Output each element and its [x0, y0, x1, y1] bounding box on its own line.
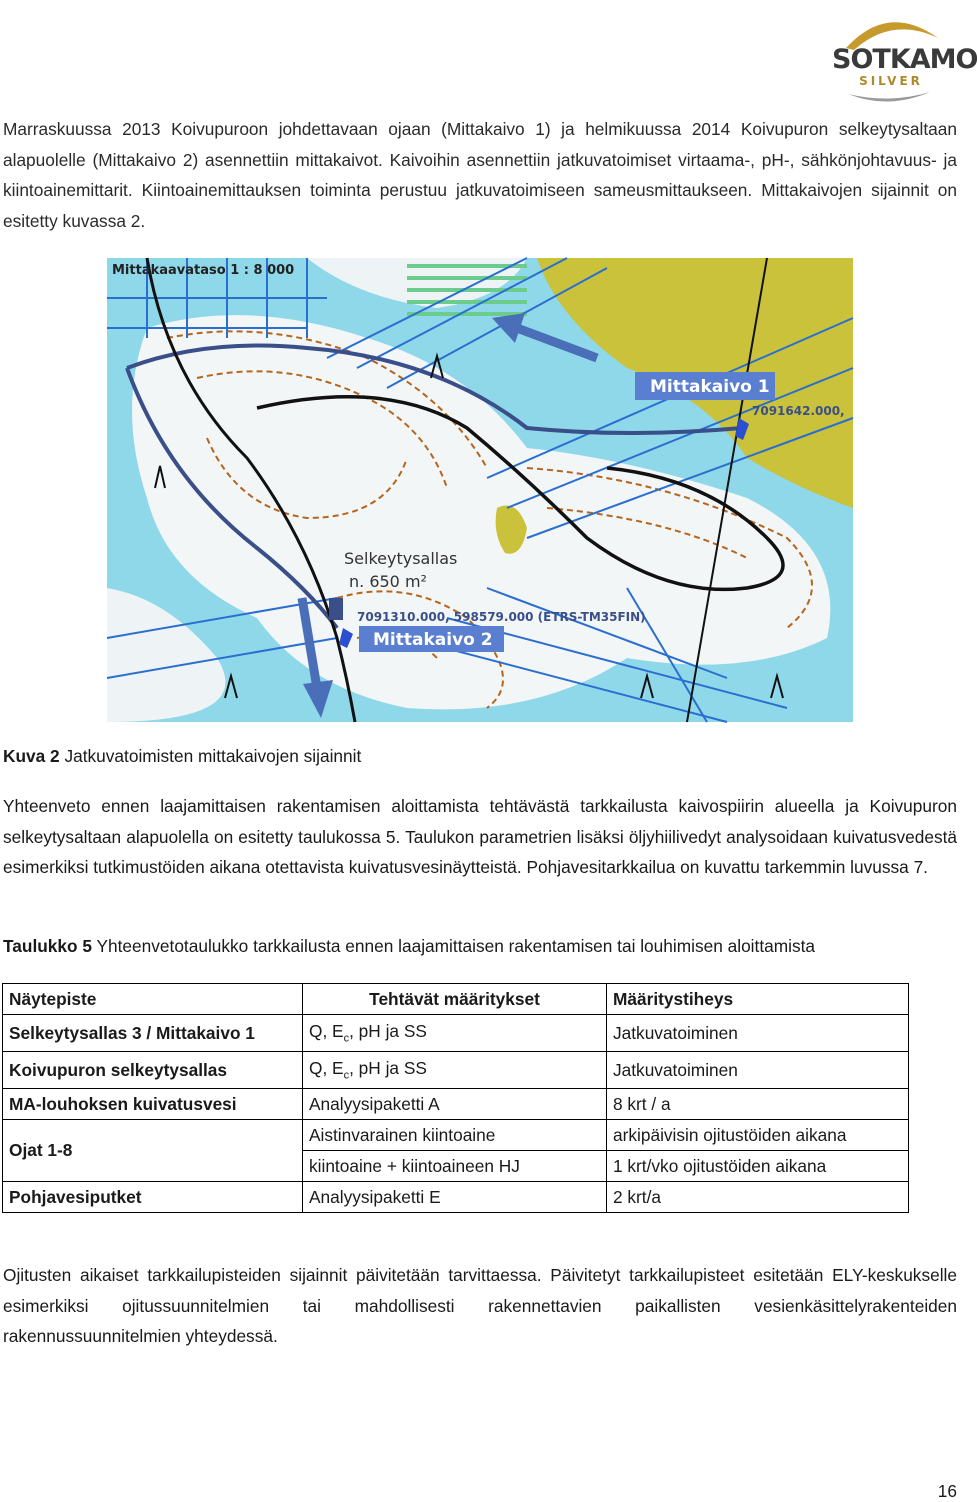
- cell-tasks: Analyysipaketti A: [303, 1089, 607, 1120]
- cell-site: MA-louhoksen kuivatusvesi: [3, 1089, 303, 1120]
- settling-pond-area: n. 650 m²: [349, 572, 427, 591]
- intro-paragraph: Marraskuussa 2013 Koivupuroon johdettavaan ojaan (Mittakaivo 1) ja helmikuussa 2014 Koivupuron selkeytysaltaan alapuolelle (Mittakaivo 2) asennettiin mittakaivot. Kaivoihin asennettiin jatkuvatoimiset virtaama-, pH-, sähkönjohtavuus- ja kiintoainemittarit. Kiintoainemittauksen toiminta perustuu jatkuvatoimiseen sameusmittaukseen. Mittakaivojen sijainnit on esitetty kuvassa 2.: [3, 119, 957, 231]
- mk2-coordinates: 7091310.000, 598579.000 (ETRS-TM35FIN): [357, 610, 646, 624]
- figure-caption: [3, 746, 361, 767]
- cell-site: Pohjavesiputket: [3, 1182, 303, 1213]
- closing-paragraph: Ojitusten aikaiset tarkkailupisteiden sijainnit päivitetään tarvittaessa. Päivitetyt tarkkailupisteet esitetään ELY-keskukselle esimerkiksi ojitussuunnitelmien tai mahdollisesti rakennettavien paikallisten vesienkäsittelyrakenteiden rakennussuunnitelmien yhteydessä.: [3, 1265, 957, 1346]
- table-row: [3, 1052, 909, 1089]
- map-scale-label: Mittakaavataso 1 : 8 000: [112, 263, 295, 278]
- table-row: [3, 1089, 909, 1120]
- header-frequency: Määritystiheys: [607, 984, 909, 1015]
- cell-tasks: Analyysipaketti E: [303, 1182, 607, 1213]
- header-tasks: Tehtävät määritykset: [303, 984, 607, 1015]
- table-header-row: [3, 984, 909, 1015]
- mk1-label: Mittakaivo 1: [650, 377, 770, 397]
- cell-tasks: kiintoaine + kiintoaineen HJ: [303, 1151, 607, 1182]
- mk1-coordinates: 7091642.000,: [752, 404, 845, 418]
- figure-caption-label: Kuva 2: [3, 746, 60, 766]
- header-site: Näytepiste: [3, 984, 303, 1015]
- sotkamo-silver-logo: [826, 8, 977, 108]
- cell-tasks: Aistinvarainen kiintoaine: [303, 1120, 607, 1151]
- table-row: [3, 1015, 909, 1052]
- table-caption-label: Taulukko 5: [3, 936, 92, 956]
- cell-frequency: Jatkuvatoiminen: [607, 1015, 909, 1052]
- cell-site: Selkeytysallas 3 / Mittakaivo 1: [3, 1015, 303, 1052]
- cell-site: Ojat 1-8: [3, 1120, 303, 1182]
- summary-paragraph: Yhteenveto ennen laajamittaisen rakentamisen aloittamista tehtävästä tarkkailusta kaivospiirin alueella ja Koivupuron selkeytysaltaan alapuolella on esitetty taulukossa 5. Taulukon parametrien lisäksi öljyhiilivedyt analysoidaan kuivatusvedestä esimerkiksi tutkimustöiden aikana otettavista kuivatusvesinäytteistä. Pohjavesitarkkailua on kuvattu tarkemmin luvussa 7.: [3, 796, 957, 877]
- logo-wordmark: SOTKAMO: [832, 44, 977, 75]
- settling-pond-label: Selkeytysallas: [344, 549, 458, 568]
- page-number: 16: [937, 1481, 957, 1501]
- cell-site: Koivupuron selkeytysallas: [3, 1052, 303, 1089]
- cell-frequency: 8 krt / a: [607, 1089, 909, 1120]
- settling-pond: [329, 598, 343, 620]
- cell-frequency: arkipäivisin ojitustöiden aikana: [607, 1120, 909, 1151]
- mk2-label: Mittakaivo 2: [373, 630, 493, 650]
- cell-tasks: Q, $E_c$, pH ja SS: [303, 1052, 607, 1089]
- table-caption: [3, 936, 815, 957]
- cell-tasks: Q, $E_c$, pH ja SS: [303, 1015, 607, 1052]
- cell-frequency: 2 krt/a: [607, 1182, 909, 1213]
- cell-frequency: Jatkuvatoiminen: [607, 1052, 909, 1089]
- monitoring-table: [2, 983, 909, 1213]
- measurement-well-map: [107, 258, 853, 722]
- cell-frequency: 1 krt/vko ojitustöiden aikana: [607, 1151, 909, 1182]
- table-caption-text: Yhteenvetotaulukko tarkkailusta ennen laajamittaisen rakentamisen tai louhimisen aloittamista: [92, 936, 816, 956]
- figure-caption-text: Jatkuvatoimisten mittakaivojen sijainnit: [59, 746, 362, 766]
- table-row: [3, 1182, 909, 1213]
- map-figure: [107, 258, 853, 722]
- logo-subtitle: SILVER: [859, 74, 923, 88]
- table-row: [3, 1120, 909, 1151]
